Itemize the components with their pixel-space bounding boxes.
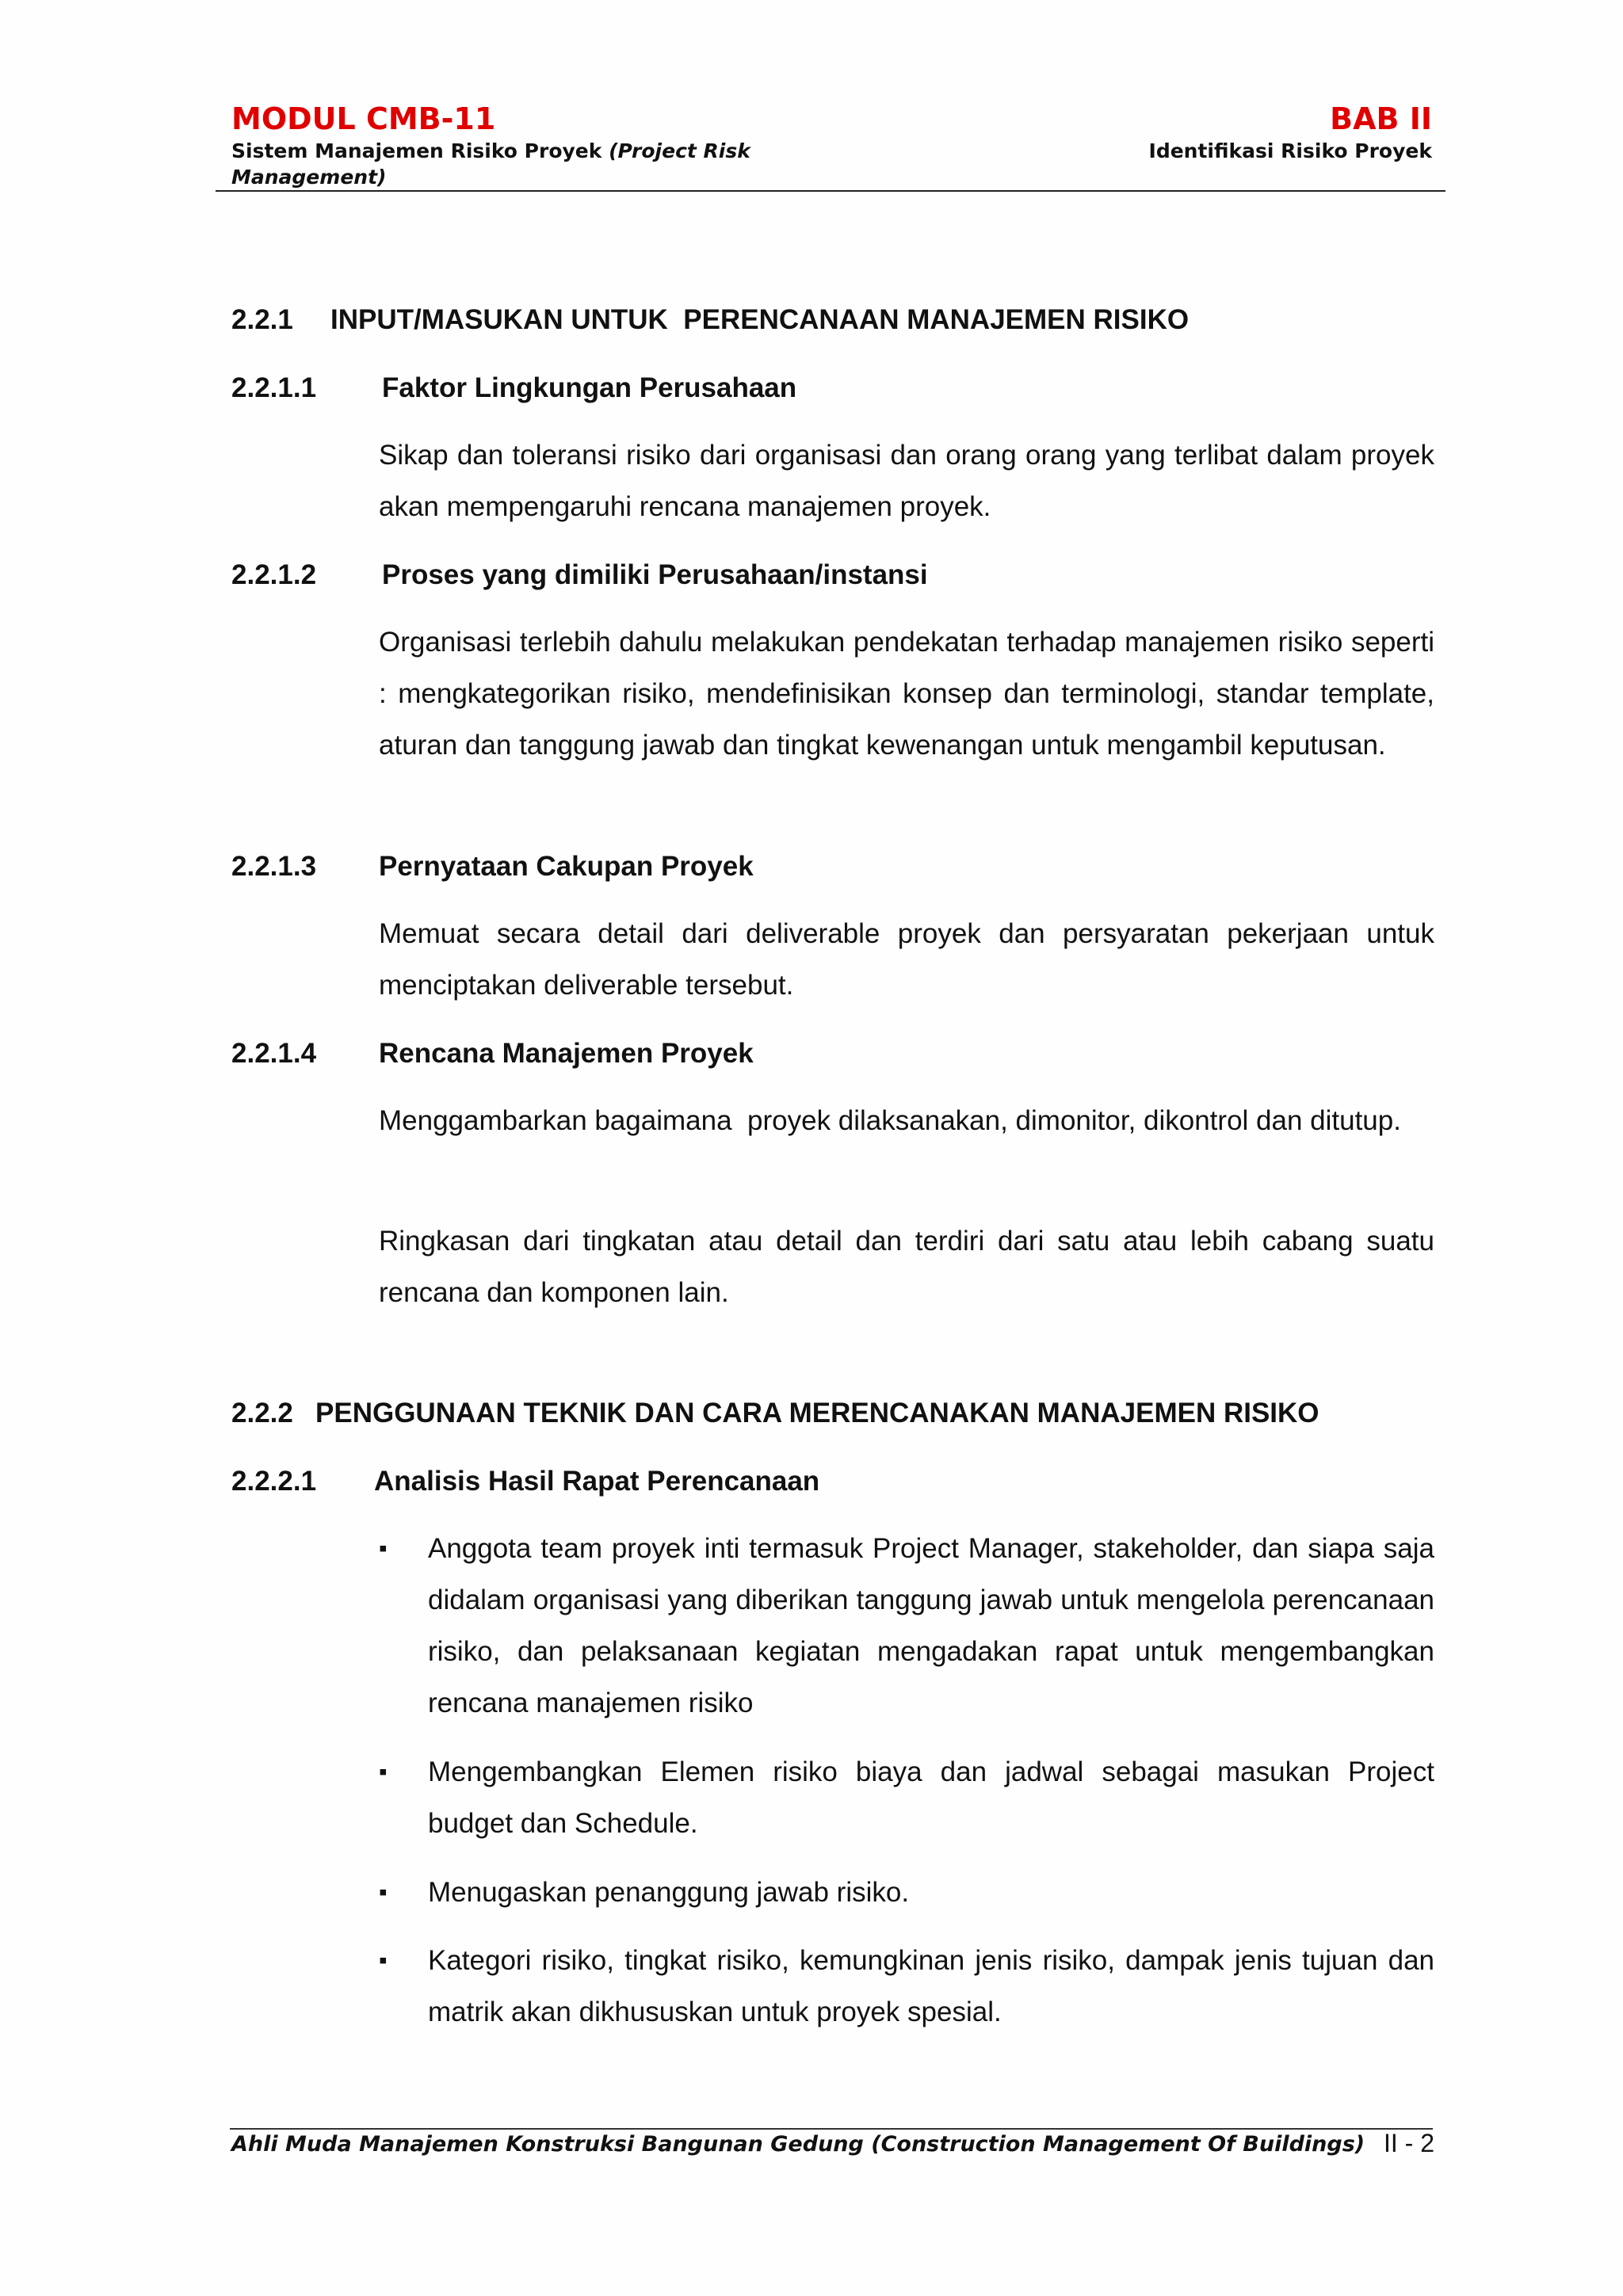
paragraph: Memuat secara detail dari deliverable proyek dan persyaratan pekerjaan untuk menciptakan deliverable tersebut. xyxy=(379,918,1434,1001)
paragraph: Ringkasan dari tingkatan atau detail dan terdiri dari satu atau lebih cabang suatu rencana dan komponen lain. xyxy=(379,1226,1434,1308)
module-subtitle-plain: Sistem Manajemen Risiko Proyek xyxy=(231,139,609,162)
section-number-2-2-1: 2.2.1 xyxy=(231,304,293,335)
subsection-title: Rencana Manajemen Proyek xyxy=(379,1038,754,1069)
module-subtitle-italic: (Project Risk xyxy=(609,139,750,162)
subsection-number: 2.2.1.2 xyxy=(231,559,317,590)
footer-divider xyxy=(230,2128,1433,2130)
bullet-item: Anggota team proyek inti termasuk Project Manager, stakeholder, dan siapa saja didalam organisasi yang diberikan tanggung jawab untuk mengelola perencanaan risiko, dan pelaksanaan kegiatan mengadakan rapat untuk mengembangkan rencana manajemen risiko xyxy=(428,1533,1434,1718)
bullet-marker: ▪ xyxy=(379,1759,388,1785)
module-subtitle-italic-2: Management) xyxy=(231,166,387,189)
subsection-title: Proses yang dimiliki Perusahaan/instansi xyxy=(382,559,928,590)
subsection-title: Faktor Lingkungan Perusahaan xyxy=(382,372,797,403)
module-title: MODUL CMB-11 xyxy=(231,101,496,136)
module-subtitle xyxy=(231,138,818,190)
header-divider xyxy=(216,190,1445,192)
subsection-title: Analisis Hasil Rapat Perencanaan xyxy=(374,1466,820,1497)
bullet-item: Menugaskan penanggung jawab risiko. xyxy=(428,1877,910,1908)
paragraph: Organisasi terlebih dahulu melakukan pendekatan terhadap manajemen risiko seperti : mengkategorikan risiko, mendefinisikan konsep dan terminologi, standar template, aturan dan tanggung jawab dan tingkat kewenangan untuk mengambil keputusan. xyxy=(379,627,1434,761)
section-title-2-2-2: PENGGUNAAN TEKNIK DAN CARA MERENCANAKAN MANAJEMEN RISIKO xyxy=(315,1398,1319,1428)
bullet-marker: ▪ xyxy=(379,1535,388,1562)
chapter-title: Identifikasi Risiko Proyek xyxy=(1148,139,1432,162)
page-number: II - 2 xyxy=(1383,2129,1434,2157)
subsection-number: 2.2.2.1 xyxy=(231,1466,317,1497)
section-title-2-2-1: INPUT/MASUKAN UNTUK PERENCANAAN MANAJEMEN RISIKO xyxy=(330,304,1190,335)
subsection-title: Pernyataan Cakupan Proyek xyxy=(379,851,754,882)
subsection-number: 2.2.1.4 xyxy=(231,1038,317,1069)
bullet-item: Mengembangkan Elemen risiko biaya dan jadwal sebagai masukan Project budget dan Schedule. xyxy=(428,1756,1434,1839)
section-number-2-2-2: 2.2.2 xyxy=(231,1398,293,1428)
paragraph: Sikap dan toleransi risiko dari organisasi dan orang orang yang terlibat dalam proyek akan mempengaruhi rencana manajemen proyek. xyxy=(379,440,1434,522)
chapter-label: BAB II xyxy=(1330,101,1432,136)
paragraph: Menggambarkan bagaimana proyek dilaksanakan, dimonitor, dikontrol dan ditutup. xyxy=(379,1105,1401,1136)
footer-text: Ahli Muda Manajemen Konstruksi Bangunan Gedung (Construction Management Of Buildings) xyxy=(231,2132,1365,2157)
bullet-marker: ▪ xyxy=(379,1879,388,1905)
subsection-number: 2.2.1.3 xyxy=(231,851,317,882)
subsection-number: 2.2.1.1 xyxy=(231,372,317,403)
bullet-item: Kategori risiko, tingkat risiko, kemungkinan jenis risiko, dampak jenis tujuan dan matrik akan dikhususkan untuk proyek spesial. xyxy=(428,1945,1434,2027)
bullet-marker: ▪ xyxy=(379,1947,388,1974)
